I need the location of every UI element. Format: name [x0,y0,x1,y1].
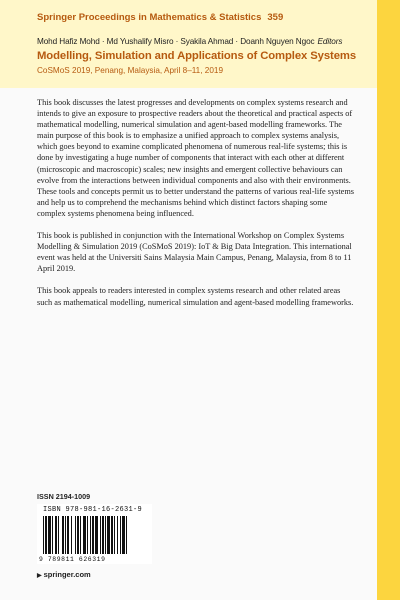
blurb [37,97,357,319]
barcode-bar [77,516,79,554]
series-line [37,12,283,23]
barcode-bar [120,516,121,554]
blurb-paragraph: This book is published in conjunction with the International Workshop on Complex Systems Modelling & Simulation 2019 (CoSMoS 2019): IoT & Big Data Integration. This international event was held at the Universiti Sains Malaysia Main Campus, Penang, Malaysia, from 8 to 11 April 2019. [37,231,352,274]
website-link[interactable] [37,570,91,579]
barcode-bar [62,516,64,554]
barcode-bar [55,516,57,554]
website-label: springer.com [43,570,91,579]
series-name: Springer Proceedings in Mathematics & Statistics [37,12,262,23]
barcode-bar [48,516,51,554]
barcode-bar [45,516,47,554]
barcode-bar [105,516,106,554]
barcode-bar [95,516,98,554]
barcode-bar [65,516,66,554]
isbn-label: ISBN 978-981-16-2631-9 [43,506,143,514]
barcode-bar [117,516,118,554]
barcode-image [39,516,150,556]
barcode-bar [100,516,101,554]
barcode-bar [114,516,115,554]
barcode-bar [122,516,125,554]
barcode-bar [90,516,91,554]
barcode-bar [52,516,53,554]
editors-role: Editors [317,37,343,46]
barcode-bar [102,516,104,554]
barcode-bar [71,516,72,554]
barcode-bar [111,516,113,554]
spine-strip [377,0,400,600]
barcode-bar [80,516,81,554]
barcode-bar [87,516,88,554]
blurb-paragraph: This book appeals to readers interested in complex systems research and other related areas such as mathematical modelling, numerical simulation and agent-based modelling frameworks. [37,286,354,307]
barcode-bar [43,516,44,554]
barcode-bar [67,516,69,554]
arrow-right-icon: ▶ [37,573,42,579]
book-subtitle: CoSMoS 2019, Penang, Malaysia, April 8–11, 2019 [37,66,224,75]
barcode-bar [75,516,76,554]
barcode-bar [92,516,94,554]
barcode-box [37,504,152,564]
barcode-bar [58,516,59,554]
barcode-digits: 9 789811 626319 [39,556,106,563]
issn-label: ISSN 2194-1009 [37,492,91,501]
editor-names: Mohd Hafiz Mohd · Md Yushalify Misro · Syakila Ahmad · Doanh Nguyen Ngoc [37,37,315,46]
blurb-paragraph: This book discusses the latest progresses and developments on complex systems research and intends to give an exposure to prospective readers about the theoretical and practical aspects of mathematical modelling, numerical simulation and agent-based modelling frameworks. The main purpose of this book is to emphasize a unified approach to complex systems analysis, which goes beyond to examine complicated phenomena of numerous real-life systems; this is done by investigating a huge number of components that interact with each other at different (microscopic and macroscopic) scales; new insights and emergent collective behaviours can evolve from the interactions between individual components and also with their environments. These tools and concepts permit us to better understand the patterns of various real-life systems and help us to comprehend the mechanisms behind which distinct factors shaping some complex systems phenomena being influenced. [37,98,355,218]
series-volume: 359 [267,12,284,23]
barcode-bar [107,516,110,554]
editors-line [37,37,342,46]
barcode-bar [83,516,86,554]
book-title: Modelling, Simulation and Applications of Complex Systems [37,50,357,62]
barcode-bar [126,516,127,554]
